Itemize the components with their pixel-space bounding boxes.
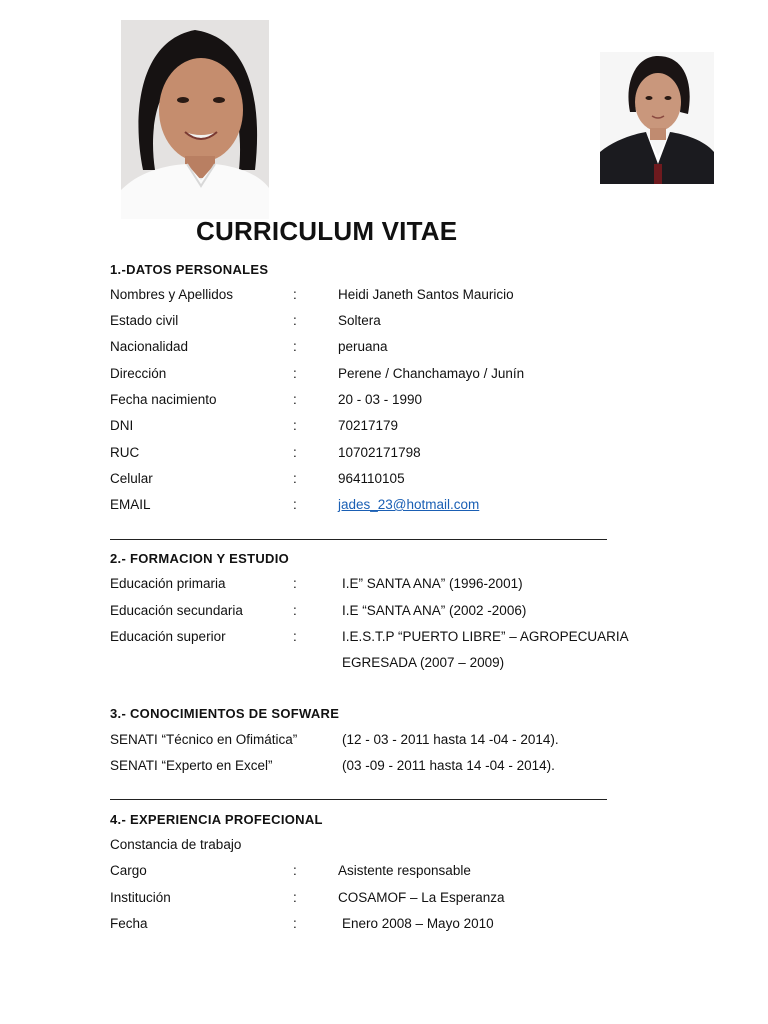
row-separator: : xyxy=(293,629,297,644)
row-separator: : xyxy=(293,445,297,460)
row-separator: : xyxy=(293,890,297,905)
row-label: Fecha nacimiento xyxy=(110,392,217,407)
row-label: SENATI “Técnico en Ofimática” xyxy=(110,732,298,747)
row-label: EMAIL xyxy=(110,497,151,512)
section-heading-software: 3.- CONOCIMIENTOS DE SOFWARE xyxy=(110,706,340,721)
row-value: 10702171798 xyxy=(338,445,421,460)
row-separator: : xyxy=(293,392,297,407)
section-heading-education: 2.- FORMACION Y ESTUDIO xyxy=(110,551,290,566)
education-row-superior xyxy=(110,629,710,649)
row-separator: : xyxy=(293,471,297,486)
education-row-primary xyxy=(110,576,710,596)
personal-row-birthdate xyxy=(110,392,710,412)
row-value: Heidi Janeth Santos Mauricio xyxy=(338,287,514,302)
row-value: peruana xyxy=(338,339,388,354)
software-row-excel xyxy=(110,758,710,778)
row-label: Celular xyxy=(110,471,153,486)
row-value-continuation: EGRESADA (2007 – 2009) xyxy=(342,655,505,670)
section-heading-personal: 1.-DATOS PERSONALES xyxy=(110,262,269,277)
portrait-image xyxy=(600,52,714,184)
personal-row-name xyxy=(110,287,710,307)
row-value: Soltera xyxy=(338,313,381,328)
row-separator: : xyxy=(293,916,297,931)
row-label: Dirección xyxy=(110,366,167,381)
row-separator: : xyxy=(293,287,297,302)
profile-photo-1 xyxy=(121,20,269,219)
row-value: 964110105 xyxy=(338,471,405,486)
experience-intro: Constancia de trabajo xyxy=(110,837,242,852)
row-value: I.E “SANTA ANA” (2002 -2006) xyxy=(342,603,527,618)
row-separator: : xyxy=(293,313,297,328)
email-link[interactable]: jades_23@hotmail.com xyxy=(338,497,480,512)
row-label: RUC xyxy=(110,445,140,460)
row-value: (03 -09 - 2011 hasta 14 -04 - 2014). xyxy=(342,758,555,773)
experience-row-date xyxy=(110,916,710,936)
row-value: I.E.S.T.P “PUERTO LIBRE” – AGROPECUARIA xyxy=(342,629,629,644)
row-label: Educación superior xyxy=(110,629,226,644)
portrait-image xyxy=(121,20,269,219)
row-separator: : xyxy=(293,366,297,381)
row-label: DNI xyxy=(110,418,134,433)
row-label: Estado civil xyxy=(110,313,179,328)
education-row-continuation xyxy=(110,655,710,675)
row-separator: : xyxy=(293,603,297,618)
row-label: Nacionalidad xyxy=(110,339,189,354)
profile-photo-2 xyxy=(600,52,714,184)
row-label: Educación primaria xyxy=(110,576,226,591)
personal-row-phone xyxy=(110,471,710,491)
education-row-secondary xyxy=(110,603,710,623)
personal-row-ruc xyxy=(110,445,710,465)
row-separator: : xyxy=(293,863,297,878)
divider xyxy=(110,539,607,540)
row-separator: : xyxy=(293,576,297,591)
experience-row-position xyxy=(110,863,710,883)
divider xyxy=(110,799,607,800)
row-value: Asistente responsable xyxy=(338,863,471,878)
row-value: I.E” SANTA ANA” (1996-2001) xyxy=(342,576,523,591)
row-separator: : xyxy=(293,497,297,512)
row-value: 70217179 xyxy=(338,418,399,433)
row-value: Perene / Chanchamayo / Junín xyxy=(338,366,525,381)
row-label: Cargo xyxy=(110,863,147,878)
row-label: Nombres y Apellidos xyxy=(110,287,234,302)
row-separator: : xyxy=(293,418,297,433)
row-label: Fecha xyxy=(110,916,148,931)
personal-row-email xyxy=(110,497,710,517)
section-heading-experience: 4.- EXPERIENCIA PROFECIONAL xyxy=(110,812,323,827)
personal-row-civil-status xyxy=(110,313,710,333)
row-value: Enero 2008 – Mayo 2010 xyxy=(342,916,494,931)
row-label: Educación secundaria xyxy=(110,603,243,618)
personal-row-dni xyxy=(110,418,710,438)
row-value: (12 - 03 - 2011 hasta 14 -04 - 2014). xyxy=(342,732,559,747)
experience-row-institution xyxy=(110,890,710,910)
row-value: COSAMOF – La Esperanza xyxy=(338,890,505,905)
page-title: CURRICULUM VITAE xyxy=(196,216,458,246)
personal-row-nationality xyxy=(110,339,710,359)
row-separator: : xyxy=(293,339,297,354)
software-row-ofimatica xyxy=(110,732,710,752)
row-label: Institución xyxy=(110,890,171,905)
row-value: 20 - 03 - 1990 xyxy=(338,392,423,407)
row-label: SENATI “Experto en Excel” xyxy=(110,758,273,773)
personal-row-address xyxy=(110,366,710,386)
